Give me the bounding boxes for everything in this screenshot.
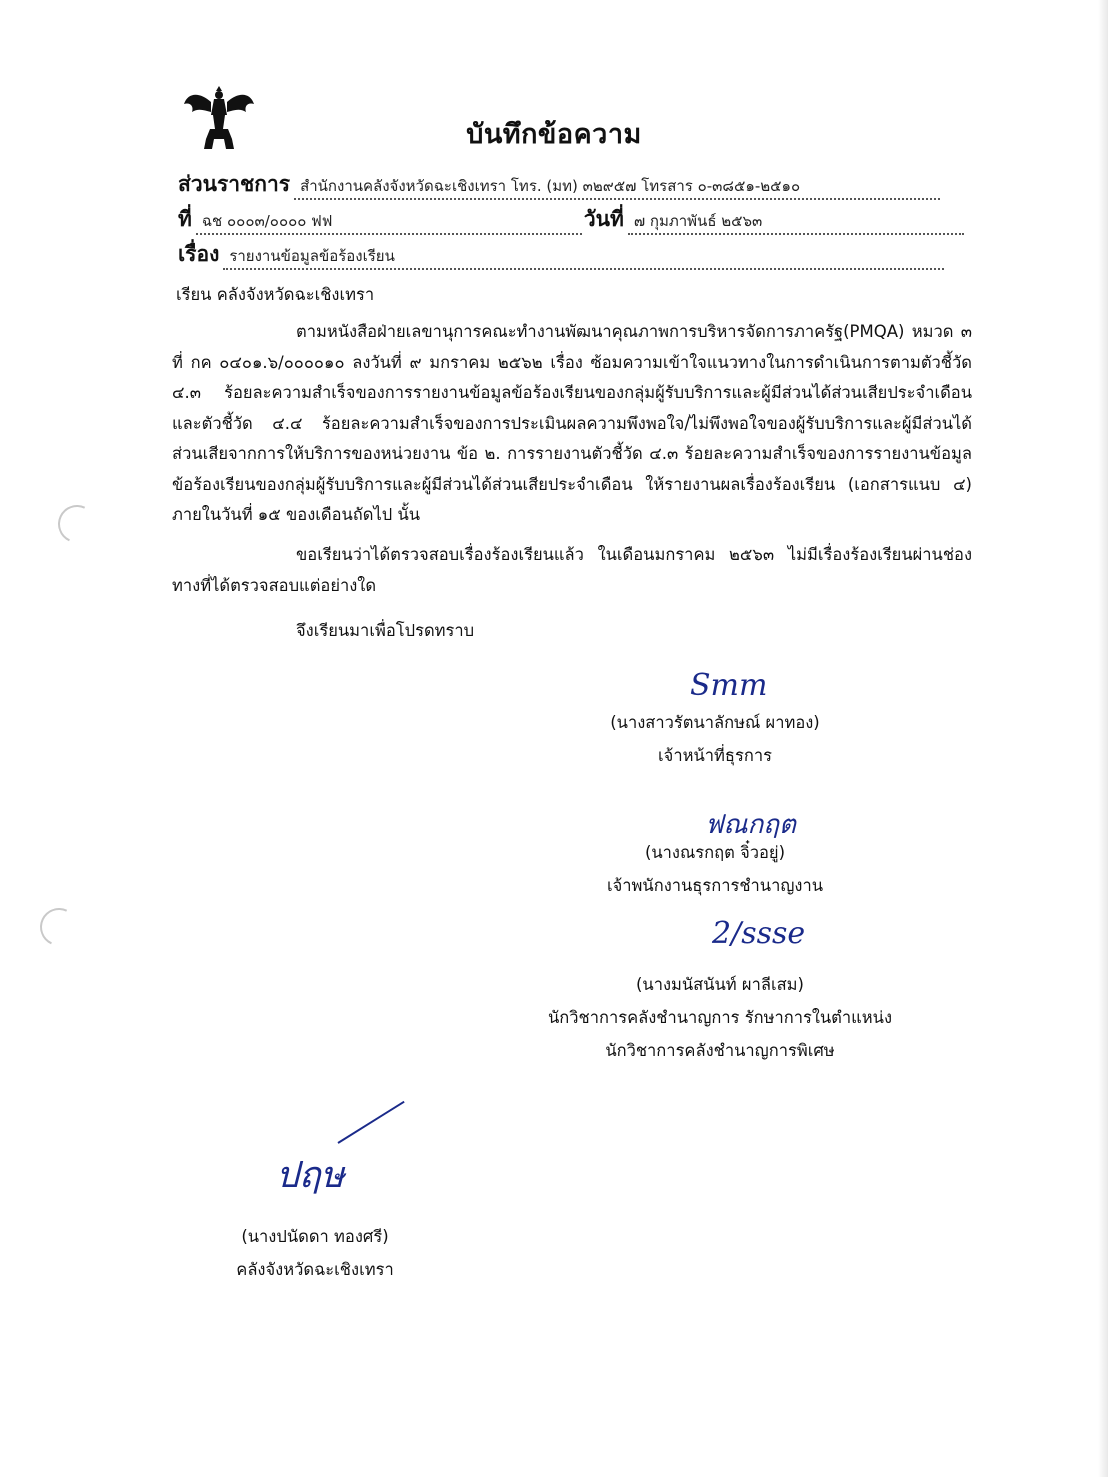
signature-block: [180, 1220, 450, 1286]
signature-stroke: [337, 1101, 404, 1144]
salutation: เรียน คลังจังหวัดฉะเชิงเทรา: [176, 285, 375, 304]
signatory-name: (นางณรกฤต จิ๋วอยู่): [644, 843, 786, 862]
subject-label: เรื่อง: [178, 242, 220, 266]
reference-row: [178, 203, 964, 236]
closing-line: จึงเรียนมาเพื่อโปรดทราบ: [296, 621, 475, 640]
signatory-position: คลังจังหวัดฉะเชิงเทรา: [236, 1260, 394, 1279]
subject-row: [178, 238, 944, 271]
handwritten-signature: Smm: [690, 668, 768, 703]
body-paragraph: ขอเรียนว่าได้ตรวจสอบเรื่องร้องเรียนแล้ว ในเดือนมกราคม ๒๕๖๓ ไม่มีเรื่องร้องเรียนผ่านช่องทางที่ได้ตรวจสอบแต่อย่างใด: [172, 545, 972, 595]
department-label: ส่วนราชการ: [178, 172, 291, 196]
signatory-name: (นางปนัดดา ทองศรี): [241, 1227, 389, 1246]
handwritten-signature: 2/ssse: [712, 916, 806, 951]
punch-hole: [53, 500, 102, 549]
signature-block: [560, 836, 870, 902]
department-row: [178, 168, 940, 201]
handwritten-signature: ปฤษ: [276, 1155, 345, 1196]
signature-block: [560, 706, 870, 772]
reference-label: ที่: [178, 207, 192, 231]
handwritten-signature: ฟณกฤต: [705, 810, 796, 840]
body-paragraph: ตามหนังสือฝ่ายเลขานุการคณะทำงานพัฒนาคุณภาพการบริหารจัดการภาครัฐ(PMQA) หมวด ๓ ที่ กค ๐๔๐๑.๖/๐๐๐๐๑๐ ลงวันที่ ๙ มกราคม ๒๕๖๒ เรื่อง ซ้อมความเข้าใจแนวทางในการดำเนินการตามตัวชี้วัด ๔.๓ ร้อยละความสำเร็จของการรายงานข้อมูลข้อร้องเรียนของกลุ่มผู้รับบริการและผู้มีส่วนได้ส่วนเสียประจำเดือน และตัวชี้วัด ๔.๔ ร้อยละความสำเร็จของการประเมินผลความพึงพอใจ/ไม่พึงพอใจของผู้รับบริการและผู้มีส่วนได้ส่วนเสียจากการให้บริการของหน่วยงาน ข้อ ๒. การรายงานตัวชี้วัด ๔.๓ ร้อยละความสำเร็จของการรายงานข้อมูลข้อร้องเรียนของกลุ่มผู้รับบริการและผู้มีส่วนได้ส่วนเสียประจำเดือน ให้รายงานผลเรื่องร้องเรียน (เอกสารแนบ ๔) ภายในวันที่ ๑๕ ของเดือนถัดไป นั้น: [172, 322, 972, 524]
punch-hole: [35, 903, 84, 952]
signatory-name: (นางมนัสนันท์ ผาลีเสม): [635, 975, 804, 994]
date-label: วันที่: [583, 207, 624, 231]
signatory-position: นักวิชาการคลังชำนาญการ รักษาการในตำแหน่ง: [547, 1008, 893, 1027]
reference-value: ฉช ๐๐๐๓/๐๐๐๐ ฟฟ: [196, 211, 582, 235]
signatory-position: เจ้าพนักงานธุรการชำนาญงาน: [606, 876, 824, 895]
memo-title: บันทึกข้อความ: [466, 119, 642, 150]
signatory-position-2: นักวิชาการคลังชำนาญการพิเศษ: [605, 1041, 835, 1060]
subject-value: รายงานข้อมูลข้อร้องเรียน: [223, 246, 944, 270]
date-value: ๗ กุมภาพันธ์ ๒๕๖๓: [628, 211, 964, 235]
signatory-name: (นางสาวรัตนาลักษณ์ ผาทอง): [610, 713, 820, 732]
signatory-position: เจ้าหน้าที่ธุรการ: [658, 746, 772, 765]
signature-block: [520, 968, 920, 1067]
department-value: สำนักงานคลังจังหวัดฉะเชิงเทรา โทร. (มท) ๓๒๙๕๗ โทรสาร ๐-๓๘๕๑-๒๕๑๐: [294, 176, 940, 200]
page-edge-shadow: [1098, 0, 1108, 1477]
